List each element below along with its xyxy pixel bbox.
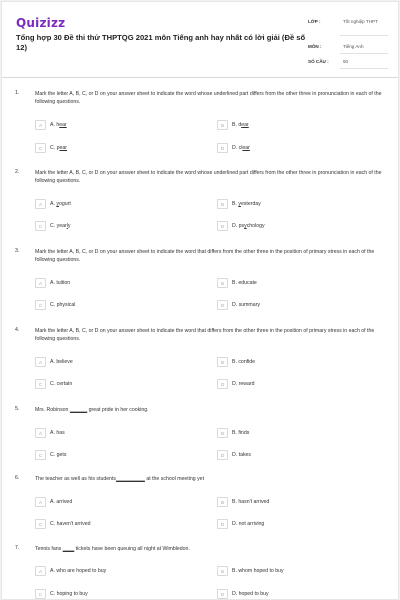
option-a[interactable]	[35, 199, 71, 209]
option-letter-box: C	[35, 143, 46, 153]
option-text	[50, 591, 88, 597]
subject-value: Tiếng Anh	[343, 44, 364, 49]
option-text	[50, 568, 106, 574]
option-letter-box: C	[35, 379, 46, 389]
option-text-pre: B. hasn't arrived	[232, 499, 270, 505]
option-text-post: chology	[246, 223, 265, 229]
count-divider	[340, 68, 388, 69]
option-letter-box: C	[35, 519, 46, 529]
question-number: 2.	[15, 169, 20, 175]
option-text	[232, 452, 251, 458]
option-c[interactable]	[35, 589, 88, 599]
option-c[interactable]	[35, 221, 70, 231]
worksheet-title: Tổng hợp 30 Đề thi thử THPTQG 2021 môn Tiếng anh hay nhất có lời giải (Đề số 12)	[16, 33, 306, 52]
question-number: 5.	[15, 406, 20, 412]
option-letter-box: B	[217, 497, 228, 507]
option-text	[232, 223, 265, 229]
option-text	[50, 302, 75, 308]
option-c[interactable]	[35, 379, 72, 389]
option-text-pre: D. not arriving	[232, 521, 265, 527]
option-text	[50, 499, 72, 505]
option-text	[232, 591, 269, 597]
option-c[interactable]	[35, 300, 75, 310]
subject-divider	[340, 53, 388, 54]
option-letter-box: B	[217, 428, 228, 438]
option-d[interactable]	[217, 300, 260, 310]
option-letter-box: A	[35, 278, 46, 288]
option-text	[50, 280, 70, 286]
question-text-start: Mrs. Robinson	[35, 407, 70, 413]
option-b[interactable]	[217, 120, 249, 130]
option-letter-box: A	[35, 357, 46, 367]
question-text	[35, 545, 387, 553]
option-text-pre: A. who are hoped to buy	[50, 568, 107, 574]
option-text	[50, 145, 67, 151]
option-text-pre: D. reward	[232, 381, 255, 387]
question-text: Mark the letter A, B, C, or D on your answer sheet to indicate the word that differs from the other three in the position of primary stress in each of the following questions.	[35, 328, 375, 342]
question-blank: __________	[116, 476, 145, 482]
question-number: 6.	[15, 475, 20, 481]
option-text-pre: D. summary	[232, 302, 260, 308]
subject-label: MÔN :	[308, 44, 322, 49]
option-text-pre: B. finds	[232, 430, 250, 436]
option-text-pre: A.	[50, 201, 57, 207]
question-number: 7.	[15, 545, 20, 551]
option-text-pre: C. hoping to buy	[50, 591, 88, 597]
option-text-pre: B. d	[232, 122, 242, 128]
option-text	[50, 452, 66, 458]
option-text-pre: D. hoped to buy	[232, 591, 269, 597]
option-underlined-part: l	[66, 223, 68, 229]
option-c[interactable]	[35, 450, 66, 460]
option-text-pre: C. p	[50, 145, 60, 151]
option-text-post: y	[67, 223, 71, 229]
question-text: Mark the letter A, B, C, or D on your answer sheet to indicate the word whose underlined part differs from the other three in pronunciation in each of the following questions.	[35, 170, 382, 184]
quizizz-logo[interactable]: Quizizz	[16, 16, 66, 30]
option-letter-box: D	[217, 143, 228, 153]
option-letter-box: D	[217, 450, 228, 460]
question-number: 3.	[15, 248, 20, 254]
option-a[interactable]	[35, 278, 70, 288]
question-number: 1.	[15, 90, 20, 96]
option-letter-box: A	[35, 566, 46, 576]
option-a[interactable]	[35, 120, 67, 130]
option-letter-box: A	[35, 497, 46, 507]
option-letter-box: D	[217, 589, 228, 599]
question-text-end: great pride in her cooking.	[87, 407, 149, 413]
option-a[interactable]	[35, 566, 106, 576]
option-b[interactable]	[217, 497, 269, 507]
option-letter-box: A	[35, 428, 46, 438]
option-c[interactable]	[35, 519, 91, 529]
question-text	[35, 475, 387, 483]
option-underlined-part: ear	[59, 145, 68, 151]
option-text-pre: B. whom hoped to buy	[232, 568, 284, 574]
option-letter-box: C	[35, 300, 46, 310]
option-text	[232, 145, 250, 151]
option-text-pre: B. confide	[232, 359, 256, 365]
grade-value: Tốt nghiệp THPT	[343, 19, 378, 24]
option-underlined-part: ear	[241, 122, 249, 128]
question-text-start: The teacher as well as his students	[35, 476, 117, 482]
option-text-pre: A. arrived	[50, 499, 73, 505]
option-text	[50, 223, 70, 229]
option-d[interactable]	[217, 450, 251, 460]
option-letter-box: D	[217, 221, 228, 231]
option-text-pre: A. h	[50, 122, 60, 128]
option-letter-box: D	[217, 519, 228, 529]
option-letter-box: B	[217, 120, 228, 130]
option-text	[50, 201, 71, 207]
option-text	[232, 302, 260, 308]
option-d[interactable]	[217, 519, 264, 529]
question-text	[35, 406, 387, 414]
option-text-pre: D. ps	[232, 223, 245, 229]
question-text: Mark the letter A, B, C, or D on your answer sheet to indicate the word that differs from the other three in the position of primary stress in each of the following questions.	[35, 249, 375, 263]
option-text	[50, 521, 91, 527]
question-text-start: Tennis fans	[35, 546, 63, 552]
option-text-pre: B.	[232, 201, 239, 207]
question-count-value: 50	[343, 59, 349, 64]
option-b[interactable]	[217, 278, 257, 288]
option-b[interactable]	[217, 566, 284, 576]
option-text	[232, 280, 257, 286]
option-d[interactable]	[217, 589, 269, 599]
option-text-post: esterday	[240, 201, 261, 207]
option-underlined-part: ear	[242, 145, 250, 151]
option-b[interactable]	[217, 199, 261, 209]
option-text-post: ogurt	[58, 201, 71, 207]
option-underlined-part: y	[244, 223, 247, 229]
grade-label: LỚP :	[308, 19, 321, 24]
option-letter-box: D	[217, 379, 228, 389]
option-a[interactable]	[35, 497, 72, 507]
question-blank: ____	[62, 546, 75, 552]
question-blank: ______	[69, 407, 88, 413]
option-text-pre: B. educate	[232, 280, 257, 286]
option-text	[232, 521, 264, 527]
option-text-pre: A. has	[50, 430, 65, 436]
option-letter-box: C	[35, 450, 46, 460]
option-text-pre: C. year	[50, 223, 67, 229]
option-underlined-part: y	[238, 201, 241, 207]
option-letter-box: B	[217, 566, 228, 576]
option-text	[50, 359, 73, 365]
option-text-pre: C. haven't arrived	[50, 521, 91, 527]
question-count-label: SỐ CÂU :	[308, 59, 329, 64]
worksheet-page	[1, 1, 399, 600]
option-letter-box: A	[35, 120, 46, 130]
option-text	[50, 381, 72, 387]
option-text	[232, 122, 249, 128]
question-text-end: tickets have been queuing all night at Wimbledon.	[74, 546, 190, 552]
option-b[interactable]	[217, 428, 249, 438]
option-letter-box: A	[35, 199, 46, 209]
option-text	[50, 122, 67, 128]
option-text	[232, 568, 284, 574]
question-text: Mark the letter A, B, C, or D on your answer sheet to indicate the word whose underlined part differs from the other three in pronunciation in each of the following questions.	[35, 91, 382, 105]
worksheet-header	[2, 2, 399, 78]
grade-divider	[340, 35, 388, 36]
option-letter-box: D	[217, 300, 228, 310]
option-text-pre: C. gets	[50, 452, 67, 458]
option-underlined-part: y	[56, 201, 59, 207]
option-a[interactable]	[35, 357, 73, 367]
option-text-pre: D. takes	[232, 452, 252, 458]
option-d[interactable]	[217, 143, 250, 153]
option-letter-box: B	[217, 199, 228, 209]
option-text	[232, 499, 269, 505]
option-d[interactable]	[217, 221, 265, 231]
option-letter-box: C	[35, 589, 46, 599]
option-b[interactable]	[217, 357, 255, 367]
question-number: 4.	[15, 327, 20, 333]
option-text-pre: A. tuition	[50, 280, 71, 286]
option-text-pre: C. physical	[50, 302, 76, 308]
option-text-pre: C. certain	[50, 381, 73, 387]
option-text	[232, 201, 261, 207]
option-text-pre: D. cl	[232, 145, 243, 151]
option-letter-box: B	[217, 278, 228, 288]
option-underlined-part: ear	[59, 122, 67, 128]
question-text-end: at the school meeting yet	[144, 476, 205, 482]
option-d[interactable]	[217, 379, 255, 389]
option-text	[232, 430, 249, 436]
option-c[interactable]	[35, 143, 67, 153]
option-a[interactable]	[35, 428, 65, 438]
option-letter-box: C	[35, 221, 46, 231]
option-text	[232, 359, 255, 365]
option-text	[50, 430, 65, 436]
option-text	[232, 381, 255, 387]
option-text-pre: A. believe	[50, 359, 73, 365]
option-letter-box: B	[217, 357, 228, 367]
